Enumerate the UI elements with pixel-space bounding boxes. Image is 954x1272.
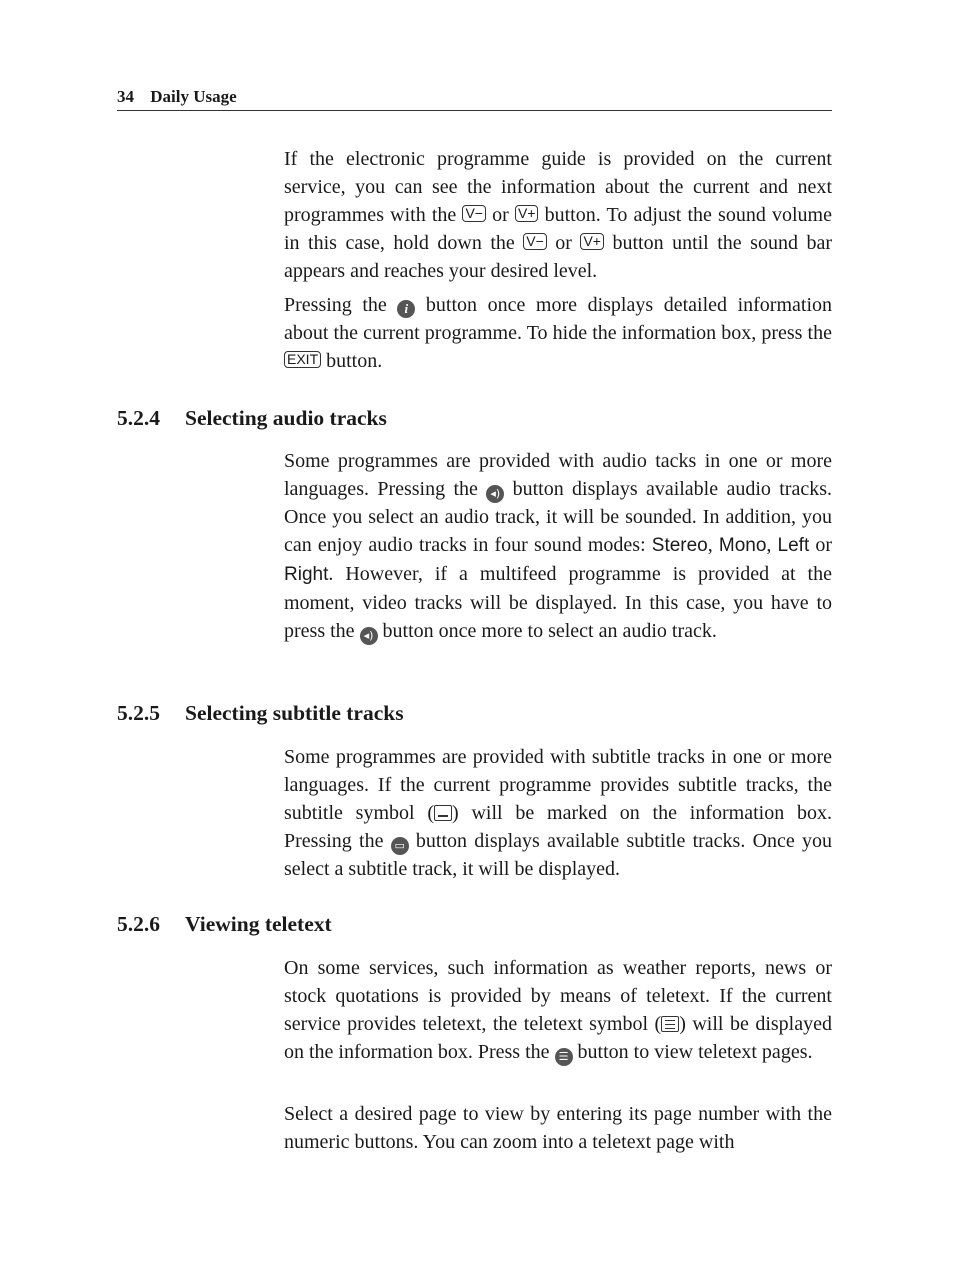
paragraph-audio xyxy=(284,447,832,645)
v-minus-key-icon: V− xyxy=(523,233,547,250)
text: Some programmes are provided with subtitle tracks in one or more languages. If the current programme provides subtitle tracks, the subtitle symbol ( xyxy=(284,746,832,824)
info-button-icon: i xyxy=(397,300,415,318)
section-number: 5.2.4 xyxy=(117,406,160,430)
text: button displays available subtitle tracks. Once you select a subtitle track, it will be displayed. xyxy=(284,830,833,880)
paragraph-subtitle xyxy=(284,743,832,883)
text: ) will be displayed on the information box. Press the xyxy=(284,1013,832,1063)
chapter-title: Daily Usage xyxy=(150,87,237,106)
paragraph-teletext xyxy=(284,954,832,1066)
page-header xyxy=(117,86,832,111)
text: button once more to select an audio track. xyxy=(377,620,717,642)
section-heading-teletext xyxy=(117,910,332,938)
text: Some programmes are provided with audio tacks in one or more languages. Pressing the xyxy=(284,450,832,500)
text: If the electronic programme guide is provided on the current service, you can see the information about the current and next programmes with the xyxy=(284,148,832,226)
text: button until the sound bar appears and reaches your desired level. xyxy=(284,232,832,282)
text: or xyxy=(485,204,515,226)
mode-right: Right xyxy=(284,564,329,585)
v-minus-key-icon: V− xyxy=(462,205,486,222)
section-number: 5.2.6 xyxy=(117,912,160,936)
paragraph-info xyxy=(284,291,832,375)
text: button to view teletext pages. xyxy=(572,1041,813,1063)
subtitle-symbol-icon xyxy=(434,805,452,821)
mode-left: Left xyxy=(777,535,810,556)
exit-key-icon: EXIT xyxy=(284,351,321,368)
section-title: Viewing teletext xyxy=(185,912,332,936)
teletext-button-icon: ☰ xyxy=(555,1048,573,1066)
mode-mono: Mono xyxy=(718,535,767,556)
paragraph-teletext-pages: Select a desired page to view by entering its page number with the numeric buttons. You can zoom into a teletext page with xyxy=(284,1103,832,1153)
text: or xyxy=(546,232,581,254)
section-title: Selecting subtitle tracks xyxy=(185,701,404,725)
text: button. xyxy=(321,350,383,372)
section-heading-subtitle xyxy=(117,699,404,727)
text: ) will be marked on the information box. Pressing the xyxy=(284,802,832,852)
text: button once more displays detailed information about the current programme. To hide the information box, press the xyxy=(284,294,832,344)
paragraph-epg xyxy=(284,145,832,285)
text: Pressing the xyxy=(284,294,398,316)
text: or xyxy=(809,534,833,556)
text: . However, if a multifeed programme is provided at the moment, video tracks will be displayed. In this case, you have to press the xyxy=(284,563,832,642)
v-plus-key-icon: V+ xyxy=(515,205,539,222)
text: , xyxy=(766,534,778,556)
section-heading-audio xyxy=(117,404,387,432)
mode-stereo: Stereo xyxy=(651,535,708,556)
text: , xyxy=(707,534,719,556)
audio-button-icon: ◂) xyxy=(486,485,504,503)
text: On some services, such information as weather reports, news or stock quotations is provided by means of teletext. If the current service provides teletext, the teletext symbol ( xyxy=(284,957,832,1035)
text: button displays available audio tracks. Once you select an audio track, it will be sounded. In addition, you can enjoy audio tracks in four sound modes: xyxy=(284,478,832,556)
v-plus-key-icon: V+ xyxy=(580,233,604,250)
subtitle-button-icon: ▭ xyxy=(391,837,409,855)
page-number: 34 xyxy=(117,87,134,106)
teletext-symbol-icon xyxy=(661,1016,679,1032)
text: button. To adjust the sound volume in this case, hold down the xyxy=(284,204,832,254)
section-title: Selecting audio tracks xyxy=(185,406,387,430)
audio-button-icon: ◂) xyxy=(360,627,378,645)
section-number: 5.2.5 xyxy=(117,701,160,725)
